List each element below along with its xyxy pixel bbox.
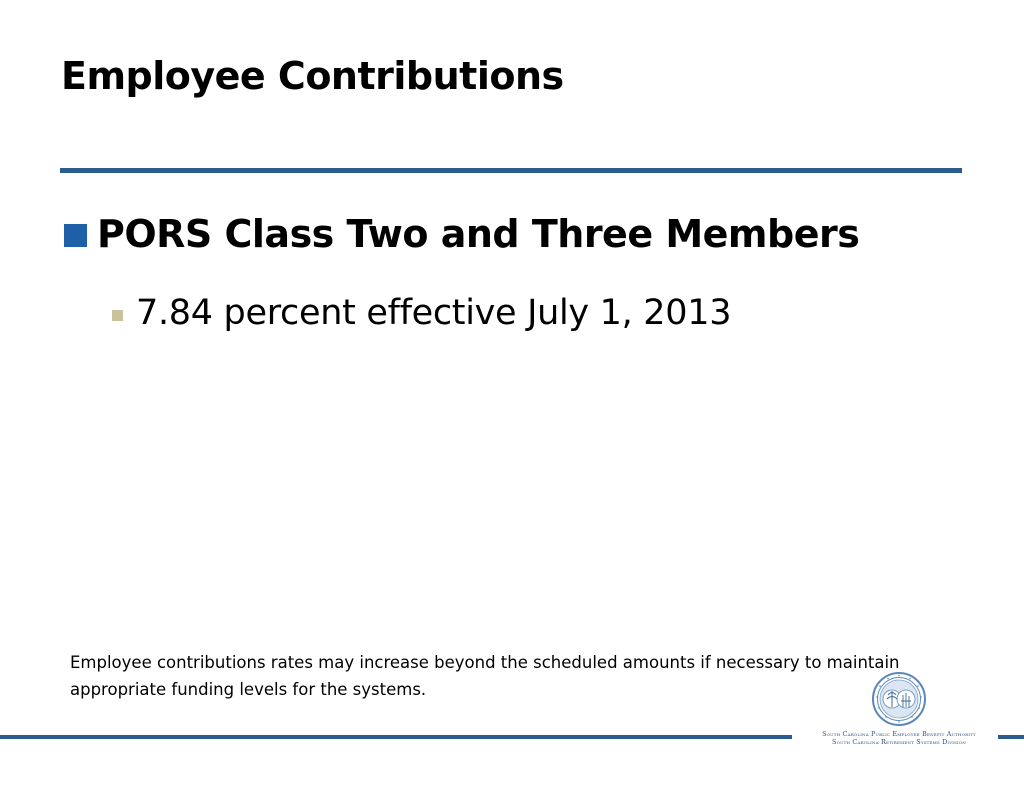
square-bullet-icon — [64, 224, 87, 247]
state-seal-icon — [870, 671, 928, 727]
footer-divider — [0, 735, 792, 739]
slide-title: Employee Contributions — [61, 54, 564, 98]
peba-logo — [796, 671, 1002, 747]
bullet-text: PORS Class Two and Three Members — [97, 212, 860, 256]
sub-bullet-item — [112, 293, 731, 333]
logo-line-1: South Carolina Public Employee Benefit Authority — [822, 730, 976, 738]
square-sub-bullet-icon — [112, 310, 123, 321]
footnote: Employee contributions rates may increase beyond the scheduled amounts if necessary to maintain appropriate funding levels for the systems. — [70, 653, 900, 699]
logo-line-2: South Carolina Retirement Systems Division — [832, 738, 966, 746]
bullet-item — [64, 212, 859, 256]
title-divider — [60, 168, 962, 173]
sub-bullet-text: 7.84 percent effective July 1, 2013 — [136, 293, 732, 333]
